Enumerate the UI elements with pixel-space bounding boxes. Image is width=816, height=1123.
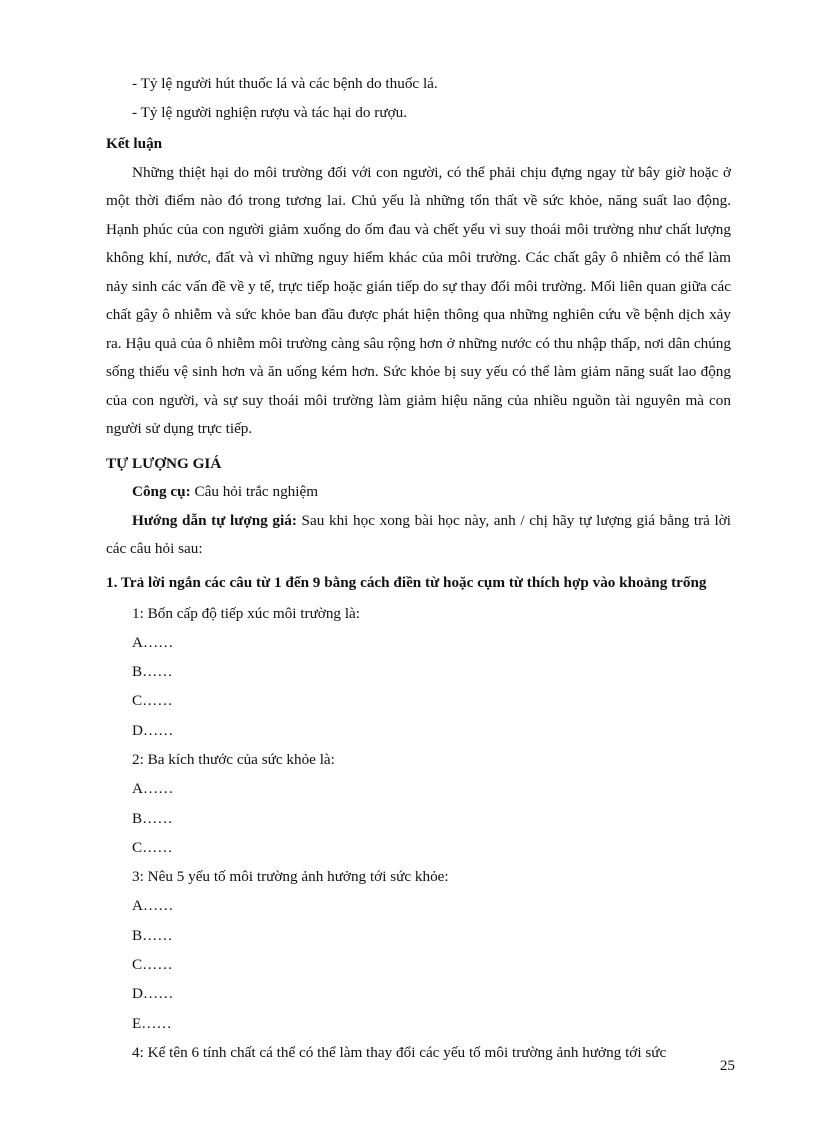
self-eval-heading: TỰ LƯỢNG GIÁ: [106, 454, 222, 472]
guide-value: Sau khi học xong bài học này, anh / chị hãy tự lượng giá bằng trả lời các câu hỏi sau:: [106, 511, 731, 557]
question-1-option-c: C……: [132, 692, 173, 710]
page-content: [106, 70, 731, 1067]
question-3-option-b: B……: [132, 926, 173, 944]
question-1-option-b: B……: [132, 663, 173, 681]
page-number: 25: [719, 1057, 735, 1074]
question-2-option-c: C……: [132, 838, 173, 856]
tool-line: [106, 478, 731, 507]
question-3-prompt: 3: Nêu 5 yếu tố môi trường ảnh hưởng tới sức khỏe:: [132, 868, 449, 886]
guide-paragraph: [106, 507, 731, 564]
question-3-option-d: D……: [132, 985, 174, 1003]
section-1-title: 1. Trả lời ngắn các câu từ 1 đến 9 bằng cách điền từ hoặc cụm từ thích hợp vào khoảng trống: [106, 573, 707, 591]
conclusion-heading: Kết luận: [106, 135, 163, 152]
question-3-option-c: C……: [132, 956, 173, 974]
guide-label: Hướng dẫn tự lượng giá:: [132, 511, 297, 529]
question-3-option-e: E……: [132, 1014, 172, 1032]
question-1-option-a: A……: [132, 633, 174, 651]
question-4-prompt: 4: Kể tên 6 tính chất cá thể có thể làm thay đổi các yếu tố môi trường ảnh hưởng tới sức: [132, 1043, 667, 1061]
tool-label: Công cụ:: [132, 483, 191, 500]
question-2-option-b: B……: [132, 809, 173, 827]
bullet-line-alcohol: - Tỷ lệ người nghiện rượu và tác hại do rượu.: [132, 103, 407, 121]
question-1-prompt: 1: Bốn cấp độ tiếp xúc môi trường là:: [132, 604, 361, 622]
question-1-option-d: D……: [132, 721, 174, 739]
tool-value: Câu hỏi trắc nghiệm: [190, 483, 319, 500]
question-2-option-a: A……: [132, 780, 174, 798]
bullet-line-smoking: - Tỷ lệ người hút thuốc lá và các bệnh do thuốc lá.: [132, 75, 438, 92]
conclusion-paragraph: Những thiệt hại do môi trường đối với con người, có thể phải chịu đựng ngay từ bây giờ hoặc ở một thời điểm nào đó trong tương lai. Chủ yếu là những tổn thất về sức khỏe, năng suất lao động. Hạnh phúc của con người giảm xuống do ốm đau và chết yểu vì suy thoái môi trường như chất lượng không khí, nước, đất và vì những nguy hiểm khác của môi trường. Các chất gây ô nhiễm có thể làm nảy sinh các vấn đề về y tế, trực tiếp hoặc gián tiếp do sự thay đổi môi trường. Mối liên quan giữa các chất gây ô nhiễm và sức khỏe ban đầu được phát hiện thông qua những nghiên cứu về bệnh dịch xảy ra. Hậu quả của ô nhiễm môi trường càng sâu rộng hơn ở những nước có thu nhập thấp, nơi dân chúng sống thiếu vệ sinh hơn và ăn uống kém hơn. Sức khỏe bị suy yếu có thể làm giảm năng suất lao động của con người, và sự suy thoái môi trường làm giảm hiệu năng của nhiều nguồn tài nguyên mà con người sử dụng trực tiếp.: [106, 163, 731, 437]
question-2-prompt: 2: Ba kích thước của sức khỏe là:: [132, 750, 335, 768]
question-3-option-a: A……: [132, 897, 174, 915]
